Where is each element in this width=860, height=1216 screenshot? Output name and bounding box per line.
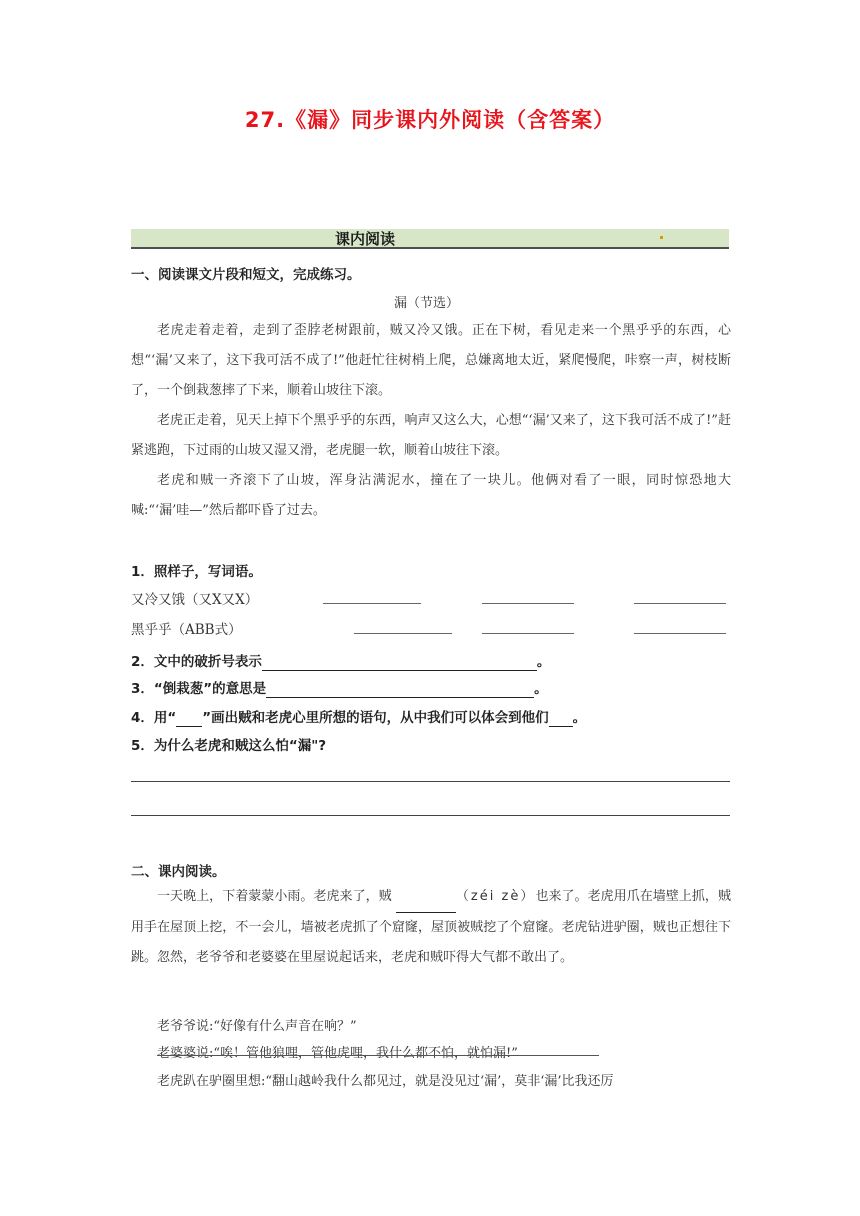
pinyin-options: （zéi zè） (455, 889, 536, 904)
q2-answer-blank[interactable] (262, 654, 537, 671)
pinyin-answer-blank[interactable] (396, 882, 456, 913)
grandpa-line: 老爷爷说:“好像有什么声音在响？” (157, 1019, 357, 1034)
q5-answer-line-1[interactable] (131, 781, 730, 782)
q4-answer-blank[interactable] (549, 710, 573, 727)
q5-answer-line-2[interactable] (131, 815, 730, 816)
part1-heading: 一、阅读课文片段和短文，完成练习。 (131, 267, 361, 283)
question-3 (131, 677, 548, 698)
q2-prompt: 2．文中的破折号表示 (131, 654, 262, 670)
question-4 (131, 706, 586, 727)
excerpt-paragraph-1: 老虎走着走着，走到了歪脖老树跟前，贼又冷又饿。正在下树，看见走来一个黑乎乎的东西，心想“‘漏’又来了，这下我可活不成了!”他赶忙往树梢上爬，总嫌离地太近，紧爬慢爬，咔察一声，树枝断了，一个倒栽葱摔了下来，顺着山坡往下滚。 (131, 323, 731, 398)
grandma-line-underline (157, 1055, 599, 1056)
excerpt-paragraph-3: 老虎和贼一齐滚下了山坡，浑身沾满泥水，撞在了一块儿。他俩对看了一眼，同时惊恐地大喊:“‘漏’哇—”然后都吓昏了过去。 (131, 473, 731, 518)
q1-row2-example: 黑乎乎（ABB式） (131, 622, 242, 638)
q4-end: 。 (572, 710, 587, 726)
q1-row1-blank-3[interactable] (634, 603, 726, 604)
q2-end: 。 (536, 654, 551, 670)
banner-dot (660, 236, 663, 239)
question-1: 1．照样子，写词语。 (131, 564, 262, 580)
page-title: 27.《漏》同步课内外阅读（含答案） (244, 108, 616, 132)
q1-row1-example: 又冷又饿（又X又X） (131, 592, 259, 608)
grandma-line: 老婆婆说:“唉！管他狼哩，管他虎哩，我什么都不怕，就怕漏!” (157, 1046, 518, 1061)
q1-row2-blank-1[interactable] (354, 633, 452, 634)
question-5: 5．为什么老虎和贼这么怕“漏"? (131, 738, 327, 754)
part2-heading: 二、课内阅读。 (131, 864, 226, 880)
q1-row2-blank-2[interactable] (482, 633, 574, 634)
q4-underline-sample (176, 710, 202, 727)
q3-prompt: 3．“倒栽葱”的意思是 (131, 681, 267, 697)
question-2 (131, 650, 550, 671)
excerpt-paragraph-2: 老虎正走着，见天上掉下个黑乎乎的东西，响声又这么大，心想“‘漏’又来了，这下我可活不成了!”赶紧逃跑，下过雨的山坡又湿又滑，老虎腿一软，顺着山坡往下滚。 (131, 413, 731, 458)
q1-row1-blank-1[interactable] (323, 603, 421, 604)
q1-row2-blank-3[interactable] (634, 633, 726, 634)
q3-end: 。 (534, 681, 548, 697)
excerpt-title: 漏（节选） (394, 296, 460, 311)
section-banner-label: 课内阅读 (334, 230, 395, 248)
q1-row1-blank-2[interactable] (482, 603, 574, 604)
q3-answer-blank[interactable] (266, 681, 534, 698)
part2-paragraph-1-rest: 也来了。老虎用爪在墙壁上抓，贼用手在屋顶上挖，不一会儿，墙被老虎抓了个窟窿，屋顶被贼挖了个窟窿。老虎钻进驴圈，贼也正想往下跳。忽然，老爷爷和老婆婆在里屋说起话来，老虎和贼吓得大气都不敢出了。 (131, 889, 731, 965)
part2-paragraph-1 (131, 882, 731, 973)
tiger-line: 老虎趴在驴圈里想:“翻山越岭我什么都见过，就是没见过‘漏’，莫非‘漏’比我还厉 (157, 1074, 614, 1089)
q4-prompt-mid: ”画出贼和老虎心里所想的语句，从中我们可以体会到他们 (202, 710, 549, 726)
part2-paragraph-1-start: 一天晚上，下着蒙蒙小雨。老虎来了，贼 (157, 889, 392, 904)
q4-prompt: 4．用“ (131, 710, 177, 726)
